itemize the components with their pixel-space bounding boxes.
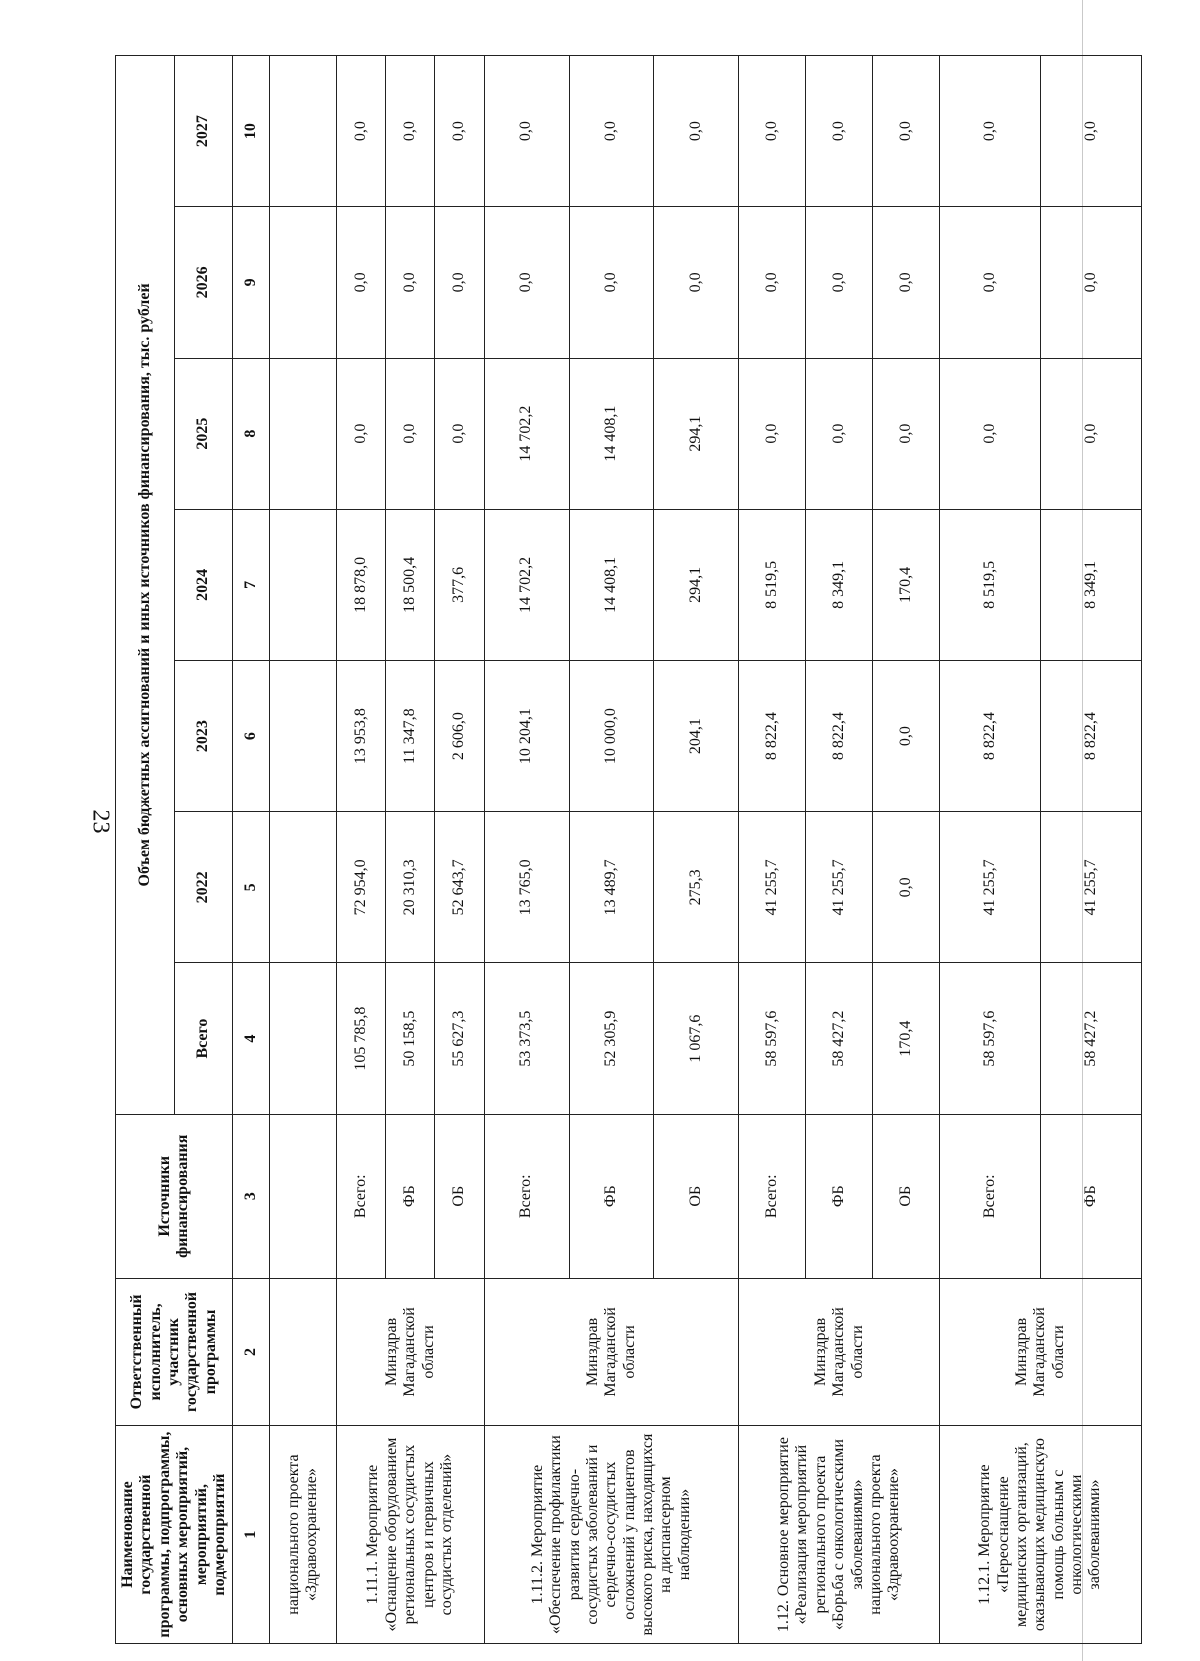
header-col-name: Наименование государственной программы, подпрограммы, основных мероприятий, мероприятий, подмероприятий [116,1426,233,1644]
funding-source: ОБ [873,1114,940,1278]
empty-cell [270,660,337,811]
amount-year: 0,0 [873,207,940,358]
amount-year: 8 822,4 [806,660,873,811]
rotated-table-container [115,55,1104,1644]
column-number: 5 [233,812,270,963]
amount-year: 0,0 [806,56,873,207]
executor: Минздрав Магаданской области [337,1278,484,1425]
amount-total: 170,4 [873,963,940,1114]
activity-name: 1.12.1. Мероприятие «Переоснащение медицинских организаций, оказывающих медицинскую помощь больным с онкологическими заболеваниями» [940,1426,1141,1644]
amount-year: 0,0 [1040,358,1141,509]
amount-year: 8 519,5 [940,509,1041,660]
funding-source: ФБ [806,1114,873,1278]
amount-year: 294,1 [654,509,739,660]
amount-total: 53 373,5 [484,963,569,1114]
amount-year: 10 204,1 [484,660,569,811]
amount-year: 8 822,4 [940,660,1041,811]
amount-total: 58 597,6 [739,963,806,1114]
column-number: 7 [233,509,270,660]
amount-total: 52 305,9 [569,963,654,1114]
amount-year: 0,0 [386,358,435,509]
amount-year: 72 954,0 [337,812,386,963]
funding-source: Всего: [940,1114,1041,1278]
column-number: 6 [233,660,270,811]
column-number: 1 [233,1426,270,1644]
amount-year: 0,0 [739,358,806,509]
funding-source: Всего: [739,1114,806,1278]
amount-year: 41 255,7 [739,812,806,963]
empty-cell [270,56,337,207]
funding-source: ФБ [569,1114,654,1278]
column-number: 4 [233,963,270,1114]
funding-source: ФБ [1040,1114,1141,1278]
executor: Минздрав Магаданской области [940,1278,1141,1425]
amount-year: 377,6 [435,509,484,660]
amount-year: 0,0 [484,56,569,207]
table-body [233,56,1141,1644]
funding-source: ФБ [386,1114,435,1278]
amount-year: 0,0 [654,56,739,207]
amount-year: 0,0 [739,56,806,207]
column-number: 10 [233,56,270,207]
amount-year: 13 489,7 [569,812,654,963]
amount-year: 0,0 [806,358,873,509]
amount-total: 58 597,6 [940,963,1041,1114]
column-number: 9 [233,207,270,358]
amount-year: 2 606,0 [435,660,484,811]
amount-year: 0,0 [435,207,484,358]
activity-name: 1.11.2. Мероприятие «Обеспечение профилактики развития сердечно-сосудистых заболеваний и сердечно-сосудистых осложнений у пациентов высокого риска, находящихся на диспансерном наблюдении» [484,1426,739,1644]
amount-year: 14 702,2 [484,509,569,660]
amount-year: 14 408,1 [569,358,654,509]
amount-total: 1 067,6 [654,963,739,1114]
amount-year: 0,0 [435,56,484,207]
executor: Минздрав Магаданской области [484,1278,739,1425]
funding-source: ОБ [654,1114,739,1278]
amount-total: 58 427,2 [1040,963,1141,1114]
table-row [484,56,569,1644]
executor: Минздрав Магаданской области [739,1278,940,1425]
amount-year: 0,0 [873,660,940,811]
amount-year: 0,0 [386,207,435,358]
amount-year: 0,0 [654,207,739,358]
amount-year: 13 765,0 [484,812,569,963]
amount-total: 105 785,8 [337,963,386,1114]
amount-year: 41 255,7 [806,812,873,963]
header-year: 2023 [174,660,233,811]
amount-year: 11 347,8 [386,660,435,811]
empty-cell [270,963,337,1114]
empty-cell [270,509,337,660]
amount-year: 0,0 [806,207,873,358]
activity-name: 1.11.1. Мероприятие «Оснащение оборудованием региональных сосудистых центров и первичных сосудистых отделений» [337,1426,484,1644]
page-number: 23 [87,809,114,834]
empty-cell [270,1114,337,1278]
financing-table [115,55,1142,1644]
amount-year: 0,0 [1040,56,1141,207]
table-row [337,56,386,1644]
funding-source: ОБ [435,1114,484,1278]
amount-total: 50 158,5 [386,963,435,1114]
amount-total: 55 627,3 [435,963,484,1114]
empty-cell [270,1278,337,1425]
empty-cell [270,207,337,358]
amount-year: 0,0 [739,207,806,358]
amount-year: 10 000,0 [569,660,654,811]
amount-year: 0,0 [569,207,654,358]
empty-cell [270,358,337,509]
activity-name: 1.12. Основное мероприятие «Реализация мероприятий регионального проекта «Борьба с онкологическими заболеваниями» национального проекта «Здравоохранение» [739,1426,940,1644]
amount-year: 170,4 [873,509,940,660]
header-year: 2024 [174,509,233,660]
amount-year: 0,0 [337,56,386,207]
amount-year: 275,3 [654,812,739,963]
amount-year: 20 310,3 [386,812,435,963]
column-number: 2 [233,1278,270,1425]
header-year: 2022 [174,812,233,963]
amount-year: 13 953,8 [337,660,386,811]
amount-year: 0,0 [940,56,1041,207]
continuation-text: национального проекта «Здравоохранение» [270,1426,337,1644]
header-col-executor: Ответственный исполнитель, участник государственной программы [116,1278,233,1425]
header-year: 2025 [174,358,233,509]
empty-cell [270,812,337,963]
amount-year: 0,0 [940,358,1041,509]
header-row-1 [116,56,175,1644]
amount-year: 8 822,4 [739,660,806,811]
amount-year: 0,0 [337,207,386,358]
table-row [739,56,806,1644]
header-year: 2026 [174,207,233,358]
amount-year: 0,0 [337,358,386,509]
header-year: 2027 [174,56,233,207]
amount-year: 14 408,1 [569,509,654,660]
amount-year: 8 349,1 [806,509,873,660]
amount-year: 41 255,7 [940,812,1041,963]
amount-year: 8 349,1 [1040,509,1141,660]
amount-year: 0,0 [569,56,654,207]
header-group-funding: Объем бюджетных ассигнований и иных источников финансирования, тыс. рублей [116,56,175,1115]
table-row [940,56,1041,1644]
amount-year: 0,0 [1040,207,1141,358]
amount-year: 0,0 [873,56,940,207]
amount-year: 52 643,7 [435,812,484,963]
continuation-row [270,56,337,1644]
amount-year: 0,0 [940,207,1041,358]
amount-year: 294,1 [654,358,739,509]
amount-year: 41 255,7 [1040,812,1141,963]
table-viewport [115,55,1104,1644]
amount-year: 0,0 [873,812,940,963]
amount-year: 0,0 [386,56,435,207]
amount-year: 0,0 [484,207,569,358]
amount-year: 204,1 [654,660,739,811]
funding-source: Всего: [484,1114,569,1278]
amount-year: 18 878,0 [337,509,386,660]
amount-year: 0,0 [873,358,940,509]
amount-total: 58 427,2 [806,963,873,1114]
amount-year: 0,0 [435,358,484,509]
header-col-source: Источники финансирования [116,1114,233,1278]
amount-year: 14 702,2 [484,358,569,509]
amount-year: 8 822,4 [1040,660,1141,811]
column-number: 3 [233,1114,270,1278]
amount-year: 8 519,5 [739,509,806,660]
amount-year: 18 500,4 [386,509,435,660]
header-total: Всего [174,963,233,1114]
column-number: 8 [233,358,270,509]
column-number-row [233,56,270,1644]
funding-source: Всего: [337,1114,386,1278]
